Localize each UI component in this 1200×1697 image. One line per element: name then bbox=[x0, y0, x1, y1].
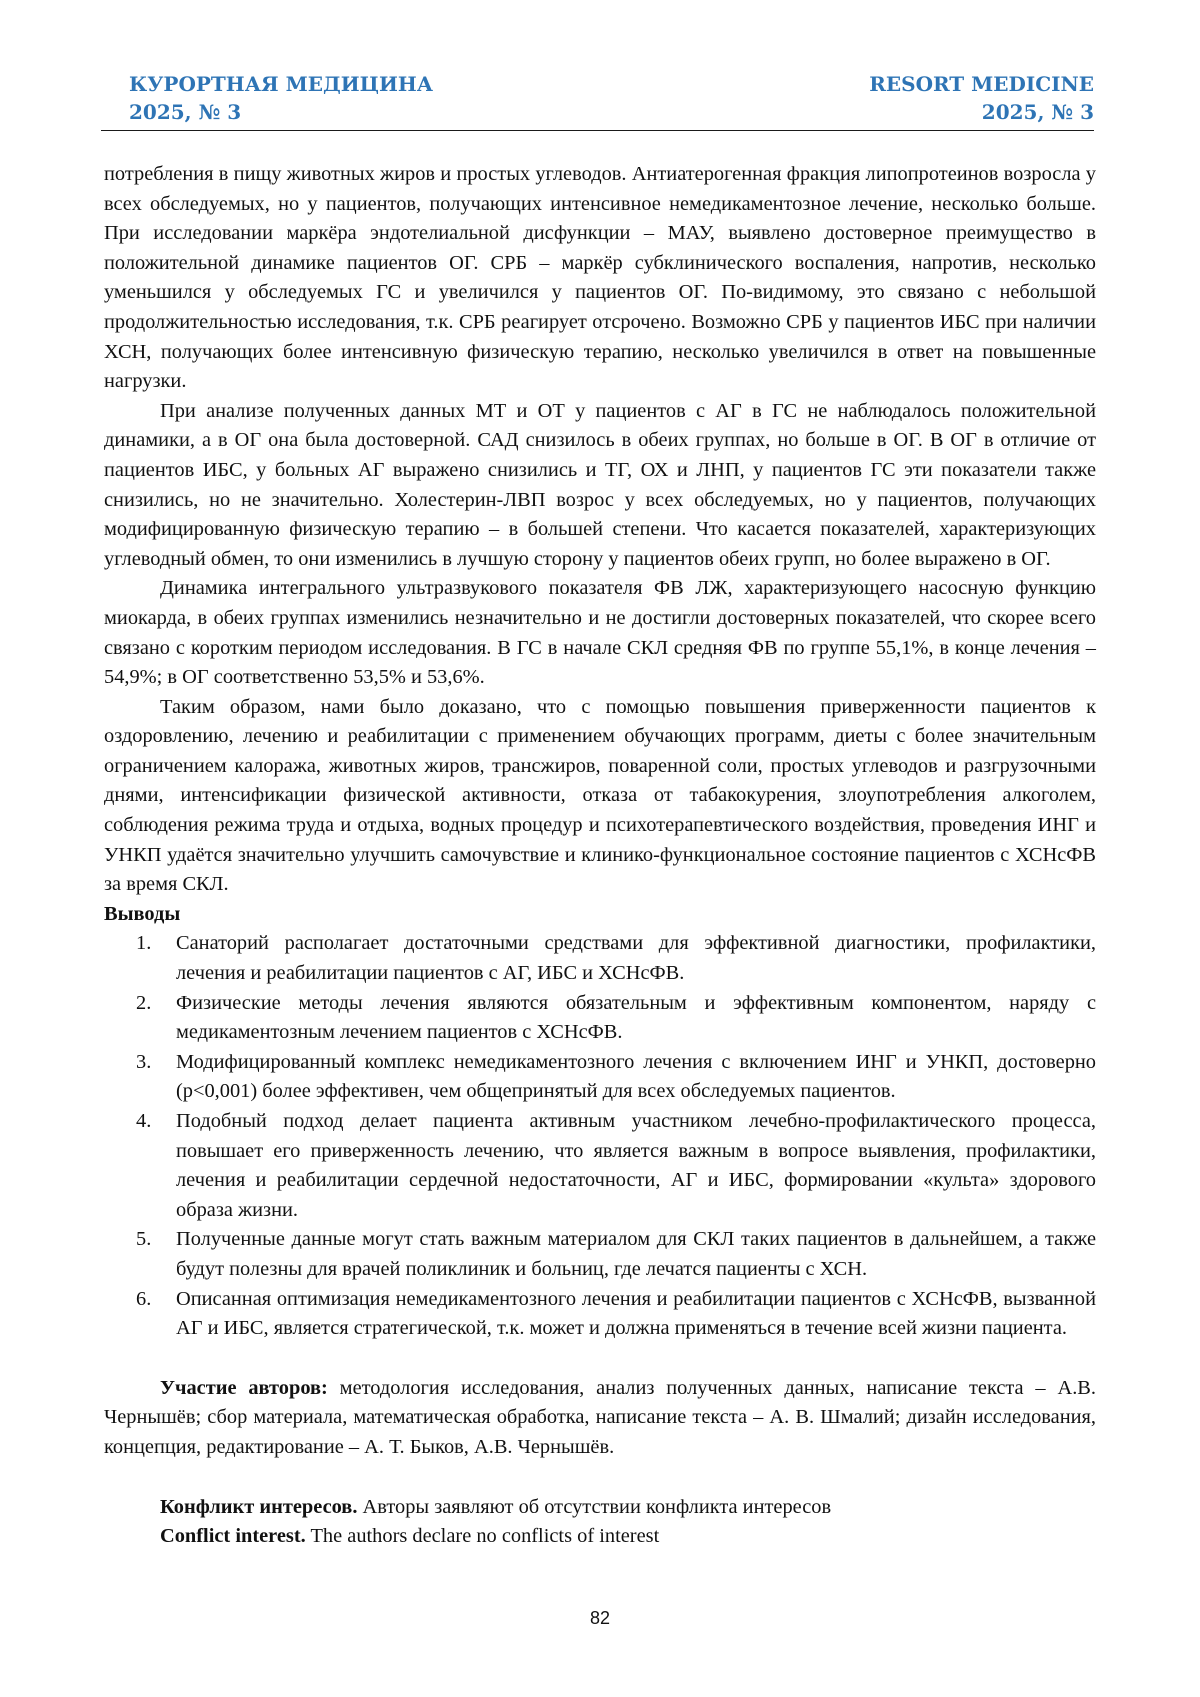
list-item bbox=[104, 989, 1096, 1048]
conflict-en-label: Conflict interest. bbox=[160, 1525, 306, 1547]
journal-title-ru: КУРОРТНАЯ МЕДИЦИНА bbox=[129, 70, 433, 98]
list-item bbox=[104, 1225, 1096, 1284]
paragraph: потребления в пищу животных жиров и простых углеводов. Антиатерогенная фракция липопротеинов возросла у всех обследуемых, но у пациентов, получающих интенсивное немедикаментозное лечение, несколько больше. При исследовании маркёра эндотелиальной дисфункции – МАУ, выявлено достоверное преимущество в положительной динамике пациентов ОГ. СРБ – маркёр субклинического воспаления, напротив, несколько уменьшился у обследуемых ГС и увеличился у пациентов ОГ. По-видимому, это связано с небольшой продолжительностью исследования, т.к. СРБ реагирует отсрочено. Возможно СРБ у пациентов ИБС при наличии ХСН, получающих более интенсивную физическую терапию, несколько увеличился в ответ на повышенные нагрузки. bbox=[104, 160, 1096, 397]
list-number: 4. bbox=[136, 1107, 151, 1137]
conflict-ru-text: Авторы заявляют об отсутствии конфликта интересов bbox=[357, 1496, 831, 1518]
list-text: Санаторий располагает достаточными средствами для эффективной диагностики, профилактики, лечения и реабилитации пациентов с АГ, ИБС и ХСНсФВ. bbox=[176, 932, 1096, 984]
author-contributions bbox=[104, 1374, 1096, 1463]
list-number: 6. bbox=[136, 1285, 151, 1315]
conflict-en-text: The authors declare no conflicts of interest bbox=[306, 1525, 660, 1547]
conclusions-list bbox=[104, 929, 1096, 1343]
paragraph: Динамика интегрального ультразвукового показателя ФВ ЛЖ, характеризующего насосную функцию миокарда, в обеих группах изменились незначительно и не достигли достоверных показателей, что скорее всего связано с коротким периодом исследования. В ГС в начале СКЛ средняя ФВ по группе 55,1%, в конце лечения – 54,9%; в ОГ соответственно 53,5% и 53,6%. bbox=[104, 574, 1096, 692]
conflict-en bbox=[104, 1522, 1096, 1552]
conflict-of-interest bbox=[104, 1493, 1096, 1552]
conclusions-heading: Выводы bbox=[104, 900, 1096, 930]
paragraph: Таким образом, нами было доказано, что с помощью повышения приверженности пациентов к оздоровлению, лечению и реабилитации с применением обучающих программ, диеты с более значительным ограничением калоража, животных жиров, трансжиров, поваренной соли, простых углеводов и разгрузочными днями, интенсификации физической активности, отказа от табакокурения, злоупотребления алкоголем, соблюдения режима труда и отдыха, водных процедур и психотерапевтического воздействия, проведения ИНГ и УНКП удаётся значительно улучшить самочувствие и клинико-функциональное состояние пациентов с ХСНсФВ за время СКЛ. bbox=[104, 693, 1096, 900]
list-item bbox=[104, 929, 1096, 988]
conflict-ru-label: Конфликт интересов. bbox=[160, 1496, 357, 1518]
issue-en: 2025, № 3 bbox=[869, 98, 1094, 126]
header-left bbox=[129, 70, 433, 126]
list-text: Подобный подход делает пациента активным участником лечебно-профилактического процесса, повышает его приверженность лечению, что является важным в вопросе выявления, профилактики, лечения и реабилитации сердечной недостаточности, АГ и ИБС, формировании «культа» здорового образа жизни. bbox=[176, 1110, 1096, 1221]
contributions-label: Участие авторов: bbox=[160, 1377, 328, 1399]
list-number: 2. bbox=[136, 989, 151, 1019]
list-text: Полученные данные могут стать важным материалом для СКЛ таких пациентов в дальнейшем, а также будут полезны для врачей поликлиник и больниц, где лечатся пациенты с ХСН. bbox=[176, 1228, 1096, 1280]
issue-ru: 2025, № 3 bbox=[129, 98, 433, 126]
conflict-ru bbox=[104, 1493, 1096, 1523]
list-text: Описанная оптимизация немедикаментозного лечения и реабилитации пациентов с ХСНсФВ, вызванной АГ и ИБС, является стратегической, т.к. может и должна применяться в течение всей жизни пациента. bbox=[176, 1288, 1096, 1340]
list-text: Модифицированный комплекс немедикаментозного лечения с включением ИНГ и УНКП, достоверно (p<0,001) более эффективен, чем общепринятый для всех обследуемых пациентов. bbox=[176, 1051, 1096, 1103]
list-number: 1. bbox=[136, 929, 151, 959]
list-item bbox=[104, 1048, 1096, 1107]
header-right bbox=[869, 70, 1094, 126]
article-body bbox=[104, 160, 1096, 1552]
list-item bbox=[104, 1107, 1096, 1225]
journal-title-en: RESORT MEDICINE bbox=[869, 70, 1094, 98]
contributions-text: методология исследования, анализ полученных данных, написание текста – А.В. Чернышёв; сбор материала, математическая обработка, написание текста – А. В. Шмалий; дизайн исследования, концепция, редактирование – А. Т. Быков, А.В. Чернышёв. bbox=[104, 1377, 1096, 1458]
paragraph: При анализе полученных данных МТ и ОТ у пациентов с АГ в ГС не наблюдалось положительной динамики, а в ОГ она была достоверной. САД снизилось в обеих группах, но больше в ОГ. В ОГ в отличие от пациентов ИБС, у больных АГ выражено снизились и ТГ, ОХ и ЛНП, у пациентов ГС эти показатели также снизились, но не значительно. Холестерин-ЛВП возрос у всех обследуемых, но у пациентов, получающих модифицированную физическую терапию – в большей степени. Что касается показателей, характеризующих углеводный обмен, то они изменились в лучшую сторону у пациентов обеих групп, но более выражено в ОГ. bbox=[104, 397, 1096, 575]
page-number: 82 bbox=[0, 1608, 1200, 1629]
list-number: 5. bbox=[136, 1225, 151, 1255]
page-header bbox=[101, 70, 1094, 131]
journal-page bbox=[0, 0, 1200, 1697]
list-number: 3. bbox=[136, 1048, 151, 1078]
list-item bbox=[104, 1285, 1096, 1344]
list-text: Физические методы лечения являются обязательным и эффективным компонентом, наряду с медикаментозным лечением пациентов с ХСНсФВ. bbox=[176, 992, 1096, 1044]
